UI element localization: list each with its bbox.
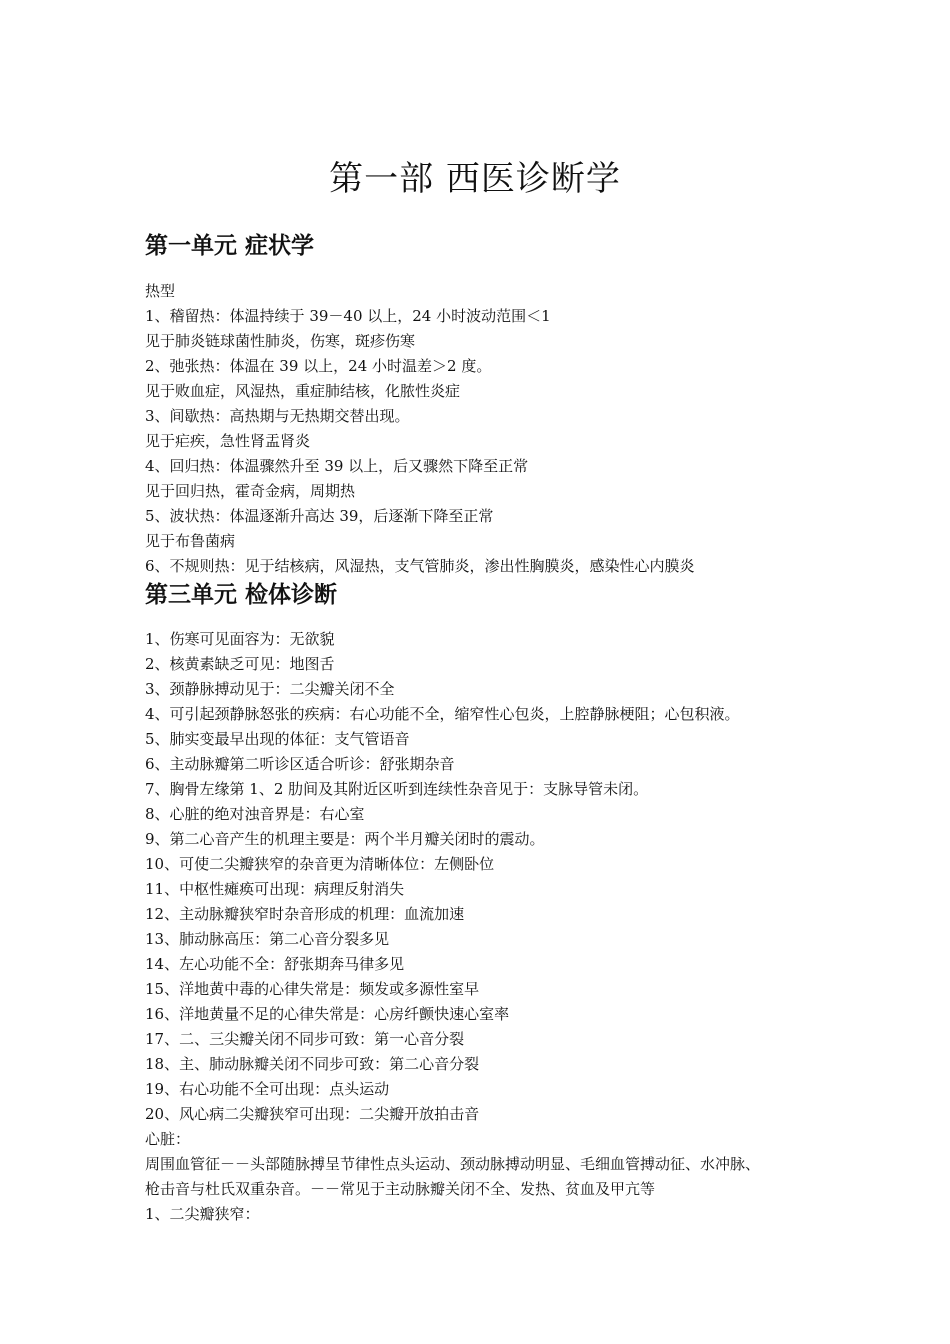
unit3-line: 1、伤寒可见面容为：无欲貌 [145,630,335,648]
unit1-lines [145,279,825,579]
unit1-line: 6、不规则热：见于结核病，风湿热，支气管肺炎，渗出性胸膜炎，感染性心内膜炎 [145,557,695,575]
unit1-line: 见于回归热，霍奇金病，周期热 [145,482,356,500]
unit3-line: 1、二尖瓣狭窄： [145,1205,260,1223]
unit3-line: 18、主、肺动脉瓣关闭不同步可致：第二心音分裂 [145,1055,480,1073]
unit1-line: 5、波状热：体温逐渐升高达 39，后逐渐下降至正常 [145,507,494,525]
unit3-line: 12、主动脉瓣狭窄时杂音形成的机理：血流加速 [145,905,465,923]
unit1-line: 2、弛张热：体温在 39 以上，24 小时温差＞2 度。 [145,357,492,375]
unit1-line: 4、回归热：体温骤然升至 39 以上，后又骤然下降至正常 [145,457,529,475]
unit3-line: 6、主动脉瓣第二听诊区适合听诊：舒张期杂音 [145,755,455,773]
unit1-line: 见于疟疾，急性肾盂肾炎 [145,432,311,450]
unit3-line: 15、洋地黄中毒的心律失常是：频发或多源性室早 [145,980,480,998]
unit3-line: 9、第二心音产生的机理主要是：两个半月瓣关闭时的震动。 [145,830,545,848]
unit3-line: 周围血管征－－头部随脉搏呈节律性点头运动、颈动脉搏动明显、毛细血管搏动征、水冲脉、 [145,1155,761,1173]
unit3-line: 4、可引起颈静脉怒张的疾病：右心功能不全，缩窄性心包炎，上腔静脉梗阻；心包积液。 [145,705,740,723]
unit3-line: 16、洋地黄量不足的心律失常是：心房纤颤快速心室率 [145,1005,510,1023]
unit1-line: 见于败血症，风湿热，重症肺结核，化脓性炎症 [145,382,461,400]
unit3-line: 14、左心功能不全：舒张期奔马律多见 [145,955,405,973]
page-title: 第一部 西医诊断学 [329,158,621,199]
unit3-lines [145,627,825,1227]
unit1-line: 见于肺炎链球菌性肺炎，伤寒，斑疹伤寒 [145,332,416,350]
unit3-line: 枪击音与杜氏双重杂音。－－常见于主动脉瓣关闭不全、发热、贫血及甲亢等 [145,1180,656,1198]
unit3-line: 20、风心病二尖瓣狭窄可出现：二尖瓣开放拍击音 [145,1105,480,1123]
unit3-line: 3、颈静脉搏动见于：二尖瓣关闭不全 [145,680,395,698]
unit3-line: 心脏： [145,1130,191,1148]
unit3-line: 19、右心功能不全可出现：点头运动 [145,1080,390,1098]
unit3-line: 11、中枢性瘫痪可出现：病理反射消失 [145,880,405,898]
unit3-line: 2、核黄素缺乏可见：地图舌 [145,655,335,673]
unit3-heading: 第三单元 检体诊断 [145,582,338,608]
unit1-line: 3、间歇热：高热期与无热期交替出现。 [145,407,410,425]
unit1-line: 见于布鲁菌病 [145,532,236,550]
unit1-line: 1、稽留热：体温持续于 39－40 以上，24 小时波动范围＜1 [145,307,551,325]
unit1-line: 热型 [145,282,176,300]
unit3-line: 5、肺实变最早出现的体征：支气管语音 [145,730,410,748]
unit3-line: 7、胸骨左缘第 1、2 肋间及其附近区听到连续性杂音见于：支脉导管未闭。 [145,780,649,798]
unit3-line: 10、可使二尖瓣狭窄的杂音更为清晰体位：左侧卧位 [145,855,495,873]
unit3-line: 8、心脏的绝对浊音界是：右心室 [145,805,365,823]
unit3-line: 13、肺动脉高压：第二心音分裂多见 [145,930,390,948]
unit3-line: 17、二、三尖瓣关闭不同步可致：第一心音分裂 [145,1030,465,1048]
unit1-heading: 第一单元 症状学 [145,233,315,259]
